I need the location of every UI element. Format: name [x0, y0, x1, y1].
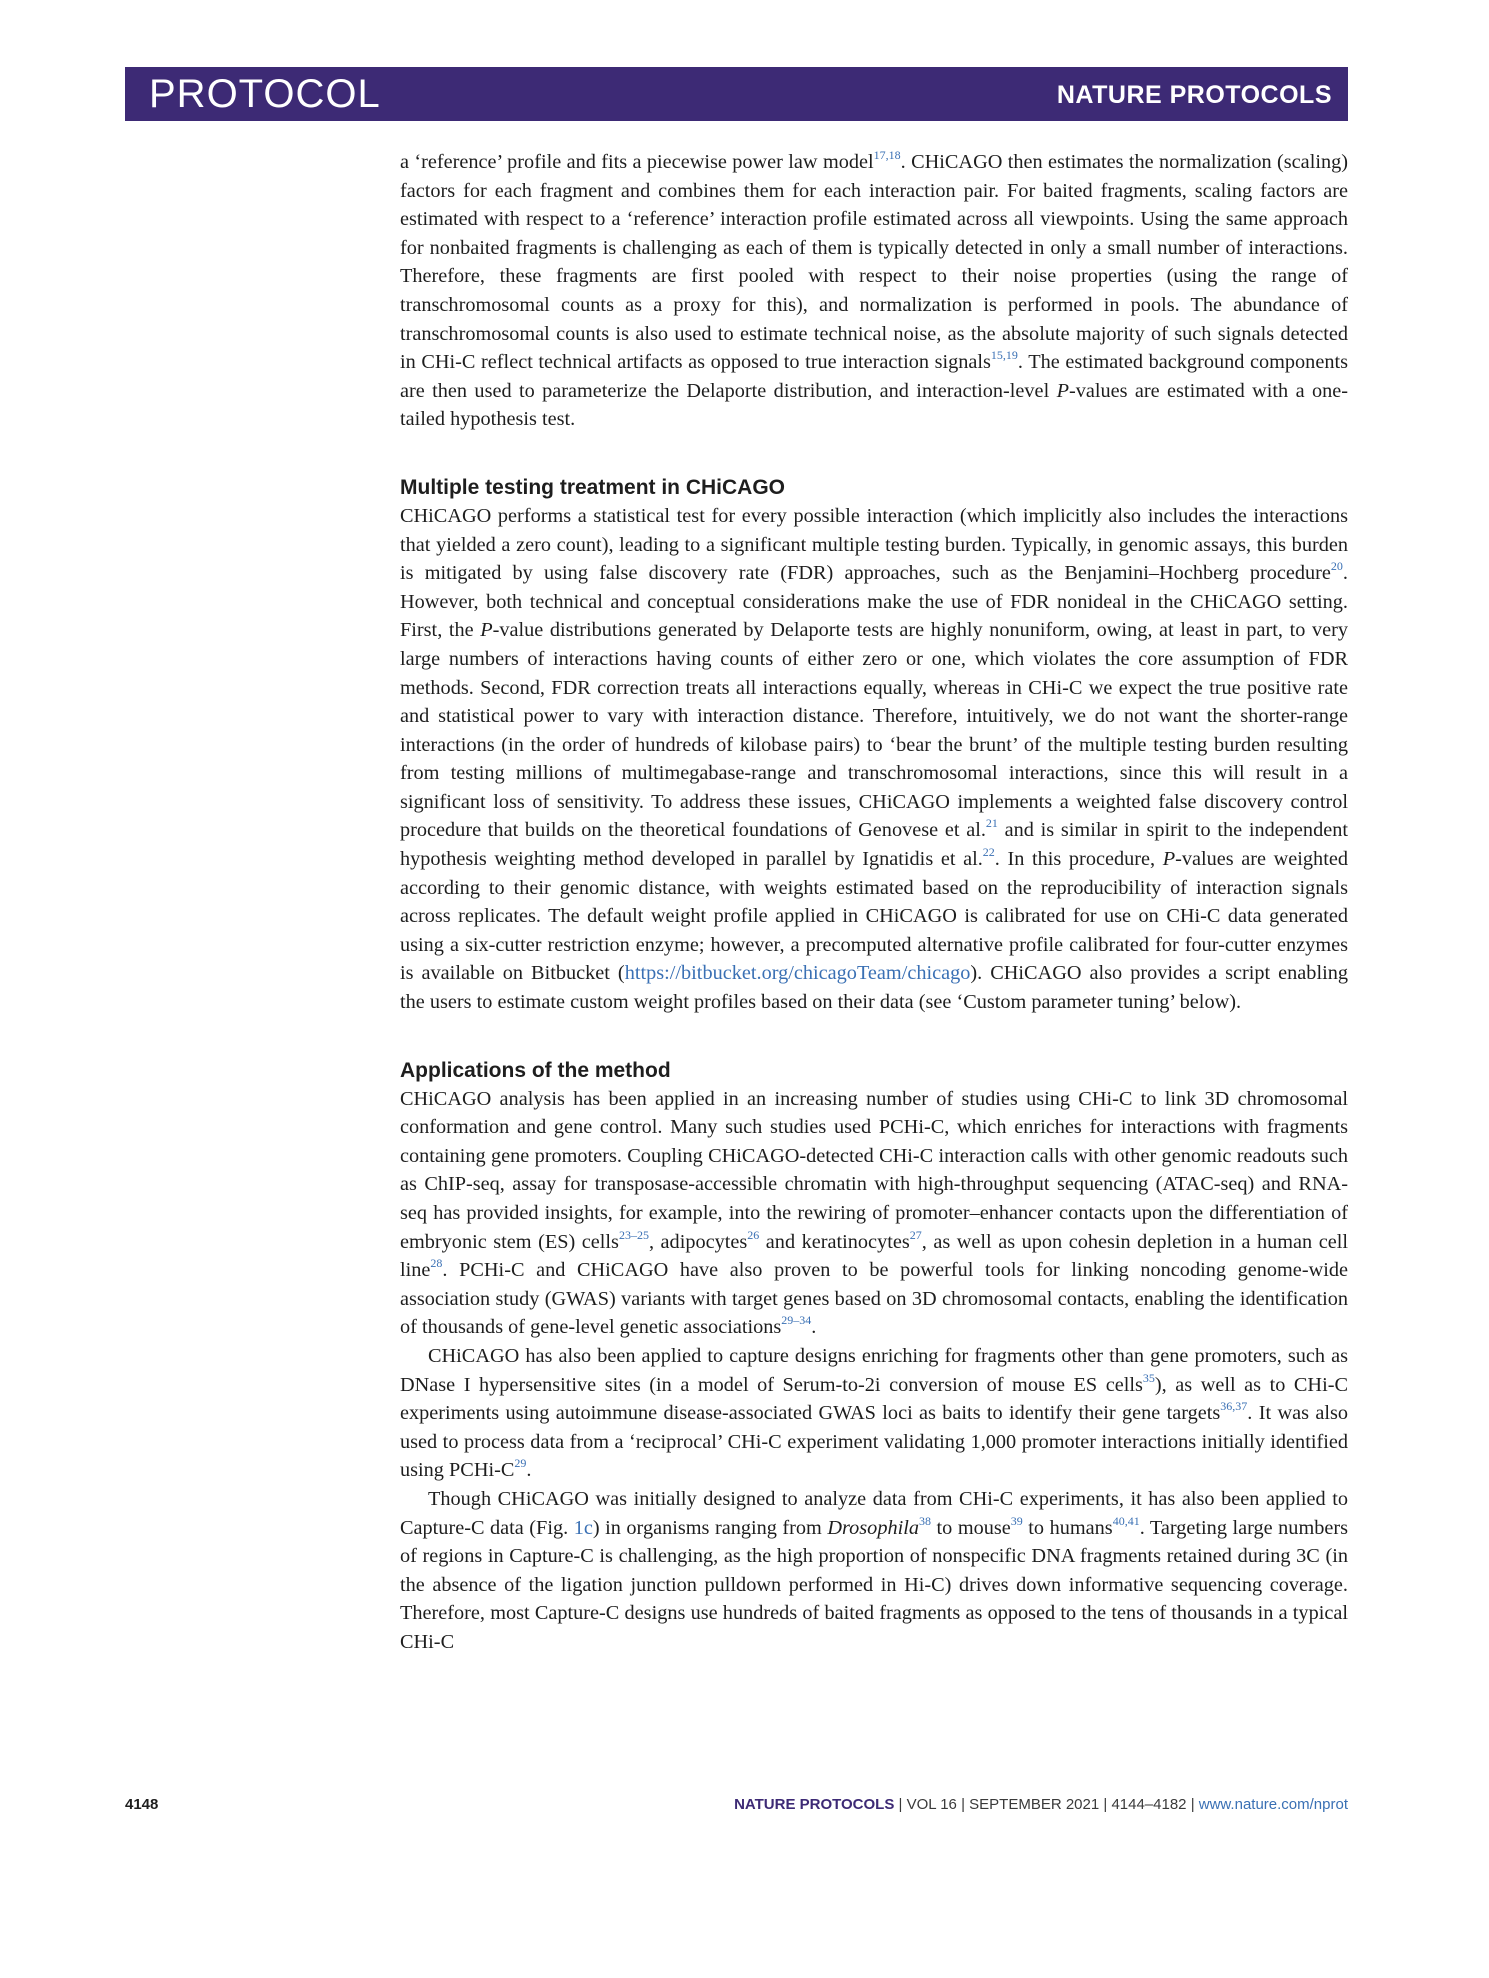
paragraph: Though CHiCAGO was initially designed to analyze data from CHi-C experiments, it has also been applied to Capture-C data (Fig. 1c) in organisms ranging from Drosophila$^{38}$ to mouse$^{39}$ to humans$^{40,41}$. Targeting large numbers of regions in Capture-C is challenging, as the high proportion of nonspecific DNA fragments retained during 3C (in the absence of the ligation junction pulldown performed in Hi-C) drives down informative sequencing coverage. Therefore, most Capture-C designs use hundreds of baited fragments as opposed to the tens of thousands in a typical CHi-C [400, 1487, 1349, 1653]
header-banner [125, 67, 1348, 121]
page-number: 4148 [125, 1796, 159, 1813]
section-heading: Applications of the method [400, 1058, 671, 1082]
section-label: PROTOCOL [149, 72, 381, 116]
journal-url[interactable]: www.nature.com/nprot [1198, 1796, 1348, 1813]
citation[interactable]: 29–34 [781, 1313, 812, 1328]
citation[interactable]: 27 [909, 1227, 922, 1242]
citation[interactable]: 35 [1142, 1370, 1155, 1385]
journal-citation: NATURE PROTOCOLS | VOL 16 | SEPTEMBER 2021 | 4144–4182 | www.nature.com/nprot [734, 1796, 1348, 1813]
citation[interactable]: 39 [1010, 1513, 1023, 1528]
citation[interactable]: 21 [985, 816, 998, 831]
figure-link[interactable]: 1c [573, 1516, 593, 1539]
citation[interactable]: 26 [747, 1227, 760, 1242]
citation[interactable]: 22 [982, 845, 995, 860]
section-heading: Multiple testing treatment in CHiCAGO [400, 475, 786, 499]
paragraph: CHiCAGO has also been applied to capture designs enriching for fragments other than gene promoters, such as DNase I hypersensitive sites (in a model of Serum-to-2i conversion of mouse ES cells$^{35}$), as well as to CHi-C experiments using autoimmune disease-associated GWAS loci as baits to identify their gene targets$^{36,37}$. It was also used to process data from a ‘reciprocal’ CHi-C experiment validating 1,000 promoter interactions initially identified using PCHi-$C^{29}$. [400, 1344, 1348, 1482]
page-footer [125, 1796, 1348, 1820]
citation[interactable]: 28 [430, 1256, 443, 1271]
paragraph: a ‘reference’ profile and fits a piecewise power law model$^{17,18}$. CHiCAGO then estimates the normalization (scaling) factors for each fragment and combines them for each interaction pair. For baited fragments, scaling factors are estimated with respect to a ‘reference’ interaction profile estimated across all viewpoints. Using the same approach for nonbaited fragments is challenging as each of them is typically detected in only a small number of interactions. Therefore, these fragments are first pooled with respect to their noise properties (using the range of transchromosomal counts as a proxy for this), and normalization is performed in pools. The abundance of transchromosomal counts is also used to estimate technical noise, as the absolute majority of such signals detected in CHi-C reflect technical artifacts as opposed to true interaction signals$^{15,19}$. The estimated background components are then used to parameterize the Delaporte distribution, and interaction-level P-values are estimated with a one-tailed hypothesis test. [400, 148, 1348, 431]
citation[interactable]: 36,37 [1220, 1399, 1248, 1414]
journal-name: NATURE PROTOCOLS [1056, 81, 1332, 109]
citation[interactable]: 29 [514, 1456, 527, 1471]
bitbucket-link[interactable]: https://bitbucket.org/chicagoTeam/chicago [624, 962, 971, 985]
citation[interactable]: 15,19 [990, 348, 1018, 363]
citation[interactable]: 17,18 [873, 148, 901, 162]
paragraph: CHiCAGO performs a statistical test for every possible interaction (which implicitly also includes the interactions that yielded a zero count), leading to a significant multiple testing burden. Typically, in genomic assays, this burden is mitigated by using false discovery rate (FDR) approaches, such as the Benjamini–Hochberg procedure$^{20}$. However, both technical and conceptual considerations make the use of FDR nonideal in the CHiCAGO setting. First, the P-value distributions generated by Delaporte tests are highly nonuniform, owing, at least in part, to very large numbers of interactions having counts of either zero or one, which violates the core assumption of FDR methods. Second, FDR correction treats all interactions equally, whereas in CHi-C we expect the true positive rate and statistical power to vary with interaction distance. Therefore, intuitively, we do not want the shorter-range interactions (in the order of hundreds of kilobase pairs) to ‘bear the brunt’ of the multiple testing burden resulting from testing millions of multimegabase-range and transchromosomal interactions, since this will result in a significant loss of sensitivity. To address these issues, CHiCAGO implements a weighted false discovery control procedure that builds on the theoretical foundations of Genovese et al.$^{21}$ and is similar in spirit to the independent hypothesis weighting method developed in parallel by Ignatidis et al.$^{22}$. In this procedure, P-values are weighted according to their genomic distance, with weights estimated based on the reproducibility of interaction signals across replicates. The default weight profile applied in CHiCAGO is calibrated for use on CHi-C data generated using a six-cutter restriction enzyme; however, a precomputed alternative profile calibrated for four-cutter enzymes is available on Bitbucket (https://bitbucket.org/chicagoTeam/chicago). CHiCAGO also provides a script enabling the users to estimate custom weight profiles based on their data (see ‘Custom parameter tuning’ below). [400, 504, 1348, 1014]
citation[interactable]: 40,41 [1112, 1513, 1140, 1528]
citation[interactable]: 38 [919, 1513, 932, 1528]
citation[interactable]: 20 [1330, 559, 1343, 574]
article-body [400, 148, 1348, 1657]
paragraph: CHiCAGO analysis has been applied in an increasing number of studies using CHi-C to link 3D chromosomal conformation and gene control. Many such studies used PCHi-C, which enriches for interactions with fragments containing gene promoters. Coupling CHiCAGO-detected CHi-C interaction calls with other genomic readouts such as ChIP-seq, assay for transposase-accessible chromatin with high-throughput sequencing (ATAC-seq) and RNA-seq has provided insights, for example, into the rewiring of promoter–enhancer contacts upon the differentiation of embryonic stem (ES) cells$^{23-25}$, adipocytes$^{26}$ and keratinocytes$^{27}$, as well as upon cohesin depletion in a human cell line$^{28}$. PCHi-C and CHiCAGO have also proven to be powerful tools for linking noncoding genome-wide association study (GWAS) variants with target genes based on 3D chromosomal contacts, enabling the identification of thousands of gene-level genetic associations$^{29-34}$. [400, 1087, 1348, 1339]
citation[interactable]: 23–25 [618, 1227, 649, 1242]
